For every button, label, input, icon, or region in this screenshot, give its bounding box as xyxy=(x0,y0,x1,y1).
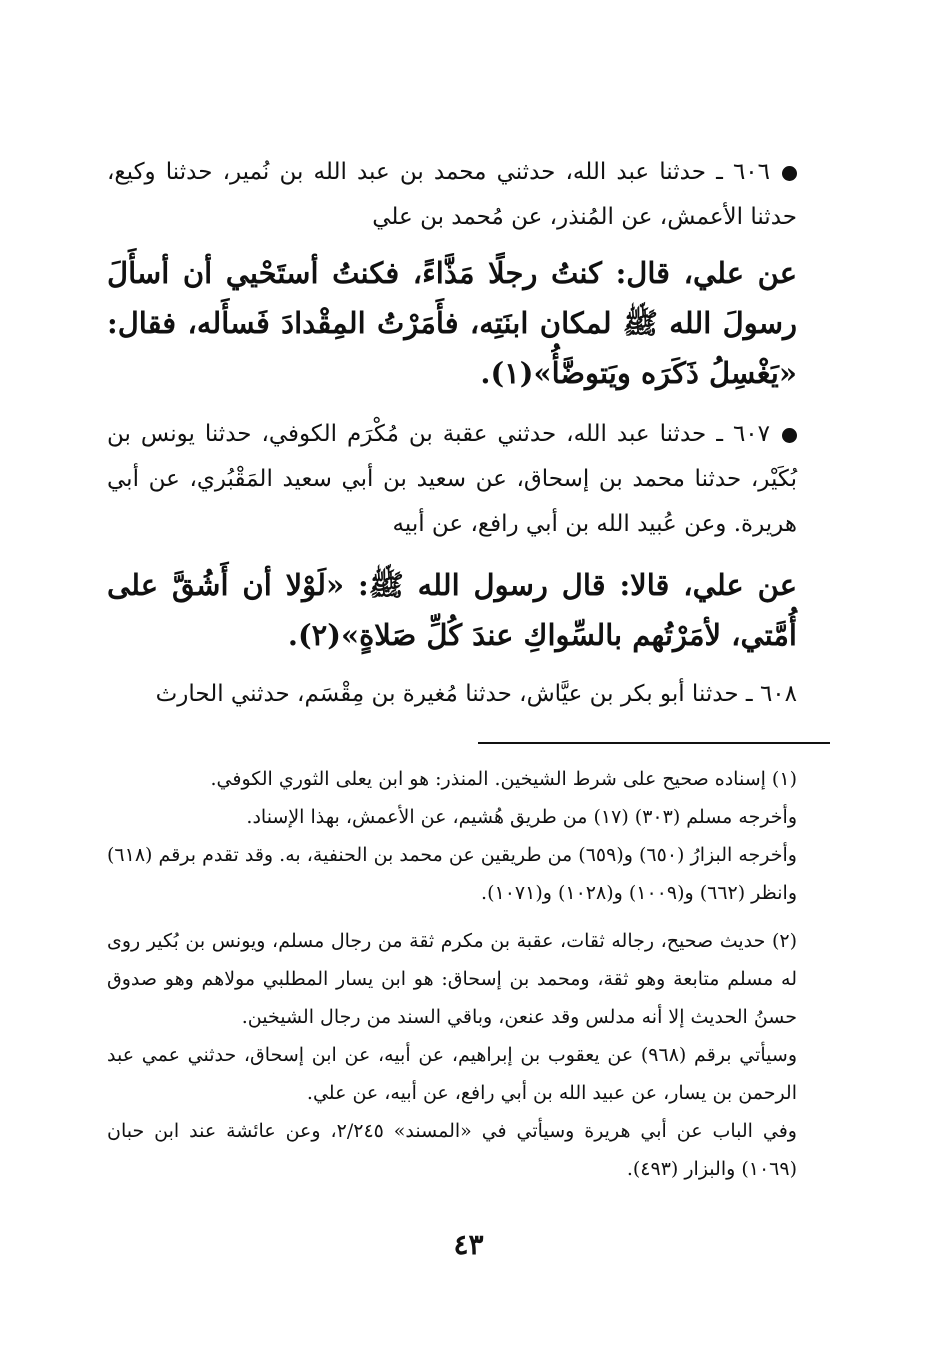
hadith-606-chain: ٦٠٦ ـ حدثنا عبد الله، حدثني محمد بن عبد الله بن نُمير، حدثنا وكيع، حدثنا الأعمش، عن المُنذر، عن مُحمد بن علي xyxy=(107,159,797,230)
page-number: ٤٣ xyxy=(453,1228,484,1261)
footnote-2 xyxy=(107,922,797,1188)
hadith-606-matn: عن علي، قال: كنتُ رجلًا مَذَّاءً، فكنتُ أستَحْيي أن أسأَلَ رسولَ الله ﷺ لمكان ابنَتِه، فأَمَرْتُ المِقْدادَ فَسأَله، فقال: «يَغْسِلُ ذَكَرَه ويَتوضَّأُ»(١). xyxy=(107,256,797,390)
footnote-line: (٢) حديث صحيح، رجاله ثقات، عقبة بن مكرم ثقة من رجال مسلم، ويونس بن بُكير روى له مسلم متابعة وهو ثقة، ومحمد بن إسحاق: هو ابن يسار المطلبي مولاهم وهو صدوق حسنُ الحديث إلا أنه مدلس وقد عنعن، وباقي السند من رجال الشيخين. xyxy=(107,930,797,1028)
hadith-607-chain: ٦٠٧ ـ حدثنا عبد الله، حدثني عقبة بن مُكْرَم الكوفي، حدثنا يونس بن بُكَيْر، حدثنا محمد بن إسحاق، عن سعيد بن أبي سعيد المَقْبُري، عن أبي هريرة. وعن عُبيد الله بن أبي رافع، عن أبيه xyxy=(107,421,797,537)
footnote-line: وأخرجه مسلم (٣٠٣) (١٧) من طريق هُشيم، عن الأعمش، بهذا الإسناد. xyxy=(246,806,797,828)
footnote-line: وأخرجه البزارُ (٦٥٠) و(٦٥٩) من طريقين عن محمد بن الحنفية، به. وقد تقدم برقم (٦١٨) وانظر (٦٦٢) و(١٠٠٩) و(١٠٢٨) و(١٠٧١). xyxy=(107,844,797,904)
footnote-line: (١) إسناده صحيح على شرط الشيخين. المنذر: هو ابن يعلى الثوري الكوفي. xyxy=(210,768,797,790)
hadith-607-matn: عن علي، قالا: قال رسول الله ﷺ: «لَوْلا أن أَشُقَّ على أُمَّتي، لأمَرْتُهم بالسِّواكِ عندَ كُلِّ صَلاةٍ»(٢). xyxy=(107,568,797,652)
footnote-1 xyxy=(107,760,797,912)
footnote-separator xyxy=(478,742,830,744)
footnote-line: وسيأتي برقم (٩٦٨) عن يعقوب بن إبراهيم، عن أبيه، عن ابن إسحاق، حدثني عمي عبد الرحمن بن يسار، عن عبيد الله بن أبي رافع، عن أبيه، عن علي. xyxy=(107,1044,797,1104)
bullet-icon xyxy=(782,428,797,443)
bullet-icon xyxy=(782,166,797,181)
hadith-608-chain: ٦٠٨ ـ حدثنا أبو بكر بن عيَّاش، حدثنا مُغيرة بن مِقْسَم، حدثني الحارث xyxy=(155,681,797,707)
footnote-line: وفي الباب عن أبي هريرة وسيأتي في «المسند» ٢/٢٤٥، وعن عائشة عند ابن حبان (١٠٦٩) والبزار (٤٩٣). xyxy=(107,1120,797,1180)
